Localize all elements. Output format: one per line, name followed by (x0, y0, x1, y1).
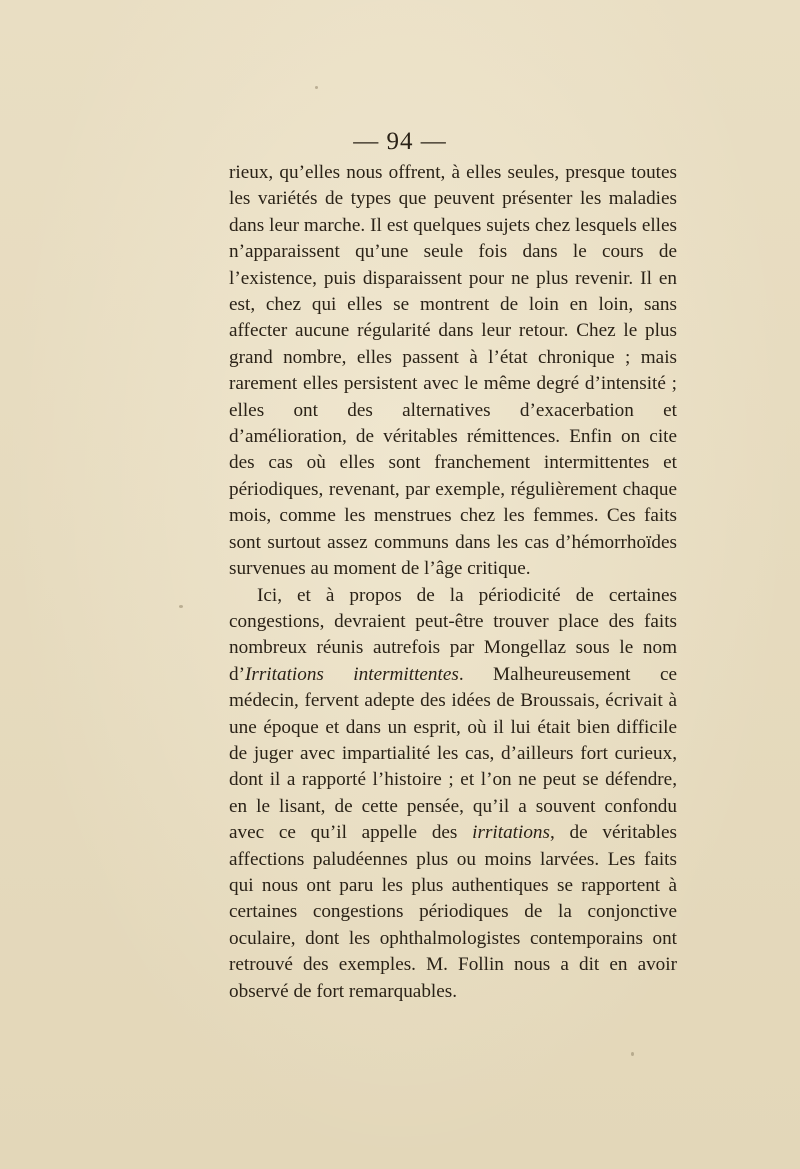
body-text (229, 160, 677, 1005)
paragraph-1-text: rieux, qu’elles nous offrent, à elles seules, presque toutes les variétés de types que peuvent présenter les maladies dans leur marche. Il est quelques sujets chez lesquels elles n’apparaissent qu’une seule fois dans le cours de l’existence, puis disparaissent pour ne plus revenir. Il en est, chez qui elles se montrent de loin en loin, sans affecter aucune régularité dans leur retour. Chez le plus grand nombre, elles passent à l’état chronique ; mais rarement elles persistent avec le même degré d’intensité ; elles ont des alternatives d’exacerbation et d’amélioration, de véritables rémittences. Enfin on cite des cas où elles sont franchement intermittentes et périodiques, revenant, par exemple, régulièrement chaque mois, comme les menstrues chez les femmes. Ces faits sont surtout assez communs dans les cas d’hémorrhoïdes survenues au moment de l’âge critique. (229, 162, 677, 580)
paragraph-2-text-b: . Malheureusement ce médecin, fervent adepte des idées de Broussais, écrivait à une époque et dans un esprit, où il lui était bien difficile de juger avec impartialité les cas, d’ailleurs fort curieux, dont il a rapporté l’histoire ; et l’on ne peut se défendre, en le lisant, de cette pensée, qu’il a souvent confondu avec ce qu’il appelle des (229, 663, 677, 844)
paper-speck (179, 605, 183, 608)
paper-speck (631, 1052, 634, 1056)
paragraph-2-text-c: , de véritables affections paludéennes plus ou moins larvées. Les faits qui nous ont paru les plus authentiques se rapportent à certaines congestions périodiques de la conjonctive oculaire, dont les ophthalmologistes contemporains ont retrouvé des exemples. M. Follin nous a dit en avoir observé de fort remarquables. (229, 822, 677, 1002)
paragraph-2 (229, 583, 677, 1006)
paragraph-1 (229, 160, 677, 583)
paragraph-2-text-a: Ici, et à propos de la périodicité de certaines congestions, devraient peut-être trouver place des faits nombreux réunis autrefois par Mongellaz sous le nom d’ (229, 584, 677, 685)
page-number: — 94 — (353, 128, 447, 155)
paragraph-2-italic-term-2: irritations (472, 822, 550, 844)
paper-speck (315, 86, 318, 89)
paragraph-2-italic-term-1: Irritations intermittentes (244, 663, 459, 685)
